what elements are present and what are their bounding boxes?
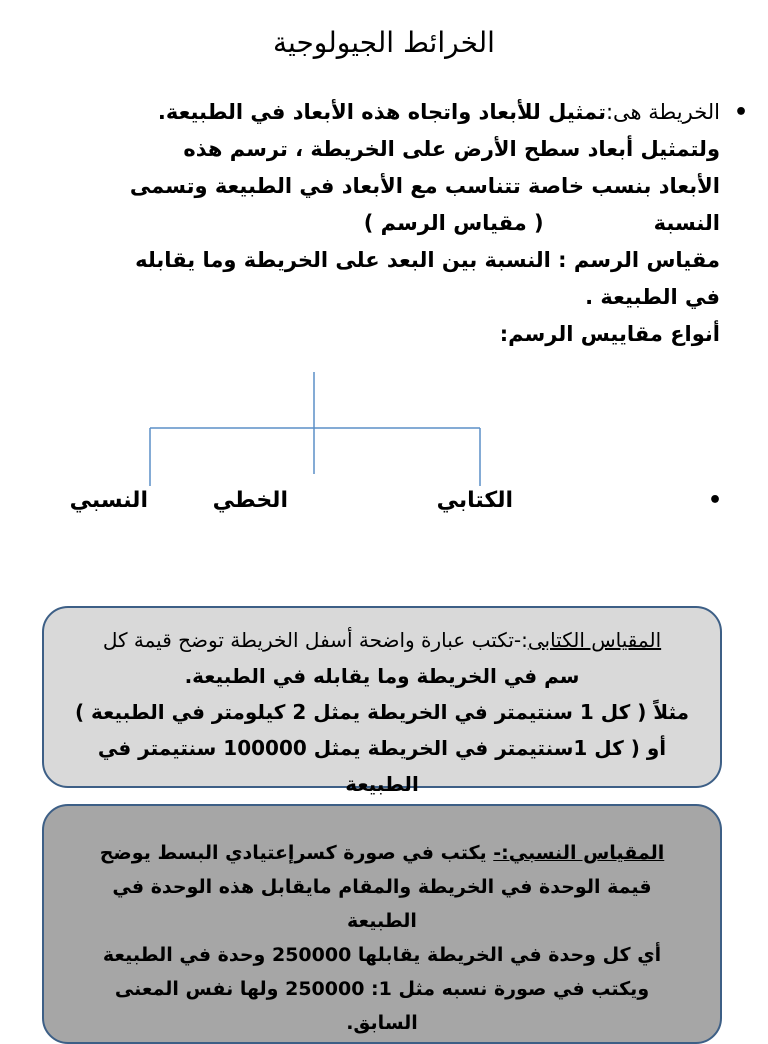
definition-block: [44, 94, 748, 353]
scale-types-tree-diagram: [0, 370, 768, 490]
definition-line-2: ولتمثيل أبعاد سطح الأرض على الخريطة ، ترسم هذه: [183, 137, 720, 161]
scale-type-written: الكتابي: [436, 488, 513, 513]
definition-term: الخريطة هى:: [605, 100, 720, 124]
ratio-scale-heading: المقياس النسبي:-: [493, 842, 665, 864]
bullet-point-icon: •: [707, 488, 722, 513]
definition-line-1: [44, 94, 720, 131]
scale-types-heading: أنواع مقاييس الرسم:: [499, 322, 720, 346]
ratio-scale-text: يكتب في صورة كسرإعتيادي البسط يوضح: [99, 842, 487, 864]
ratio-scale-line-5: السابق.: [346, 1012, 418, 1034]
page-title: الخرائط الجيولوجية: [273, 26, 495, 59]
definition-text: تمثيل للأبعاد واتجاه هذه الأبعاد في الطبيعة.: [157, 100, 606, 124]
scale-definition-line-1: مقياس الرسم : النسبة بين البعد على الخريطة وما يقابله: [135, 248, 720, 272]
written-scale-example-1: مثلاً ( كل 1 سنتيمتر في الخريطة يمثل 2 كيلومتر في الطبيعة ): [74, 700, 690, 724]
ratio-word: النسبة: [653, 211, 720, 235]
map-scale-term: ( مقياس الرسم ): [363, 211, 544, 235]
written-scale-text: :-تكتب عبارة واضحة أسفل الخريطة توضح قيمة كل: [102, 628, 528, 652]
written-scale-heading: المقياس الكتابى: [527, 628, 662, 652]
scale-type-linear: الخطي: [212, 488, 288, 513]
written-scale-line-1: [60, 622, 704, 658]
scale-types-row: [0, 488, 768, 528]
ratio-scale-line-3: أي كل وحدة في الخريطة يقابلها 250000 وحدة في الطبيعة: [102, 944, 662, 966]
ratio-scale-line-1: [84, 836, 680, 870]
written-scale-line-2: سم في الخريطة وما يقابله في الطبيعة.: [184, 664, 580, 688]
scale-type-ratio: النسبي: [69, 488, 148, 513]
written-scale-box: [42, 606, 722, 796]
ratio-scale-box: [42, 804, 722, 1044]
ratio-scale-line-4: ويكتب في صورة نسبه مثل 1: 250000 ولها نفس المعنى: [114, 978, 650, 1000]
scale-definition-line-2: في الطبيعة .: [585, 285, 720, 309]
written-scale-example-2: أو ( كل 1سنتيمتر في الخريطة يمثل 100000 سنتيمتر في الطبيعة: [97, 736, 667, 796]
definition-line-4: [44, 205, 720, 242]
ratio-scale-line-2: قيمة الوحدة في الخريطة والمقام مايقابل هذه الوحدة في الطبيعة: [112, 876, 652, 932]
definition-line-3: الأبعاد بنسب خاصة تتناسب مع الأبعاد في الطبيعة وتسمى: [129, 174, 720, 198]
bullet-point-icon: •: [733, 100, 748, 125]
